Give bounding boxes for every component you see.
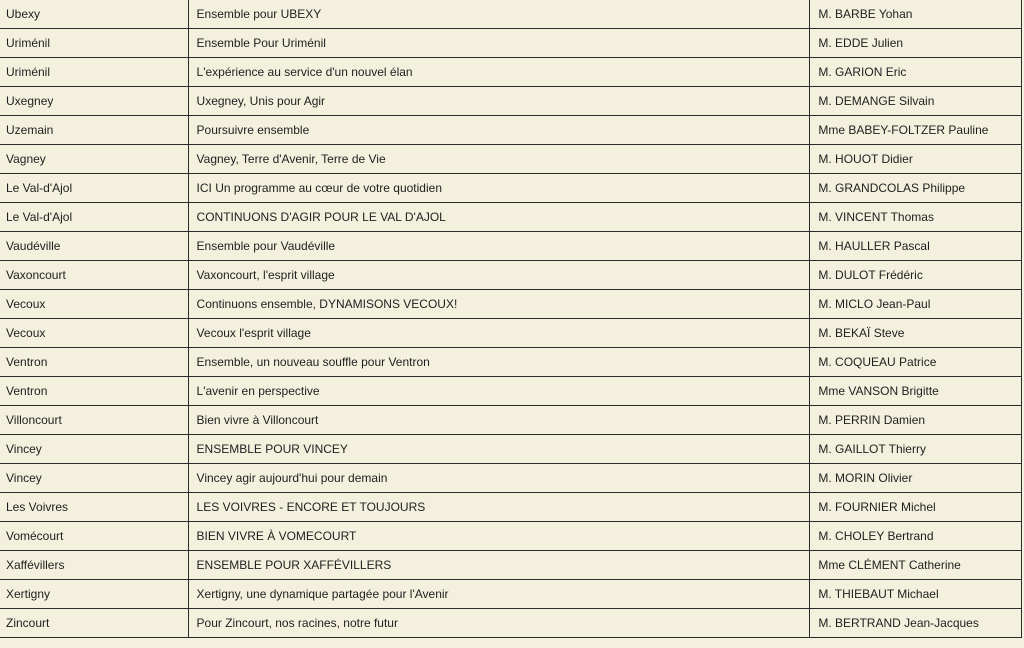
commune-cell: Vaxoncourt [0,261,188,290]
list-name-cell: L'expérience au service d'un nouvel élan [188,58,810,87]
table-row [0,174,1022,203]
commune-cell: Xertigny [0,580,188,609]
commune-cell: Uriménil [0,58,188,87]
table-row [0,609,1022,638]
head-of-list-cell: M. GRANDCOLAS Philippe [810,174,1022,203]
commune-cell: Vomécourt [0,522,188,551]
table-row [0,58,1022,87]
list-name-cell: Bien vivre à Villoncourt [188,406,810,435]
commune-cell: Vaudéville [0,232,188,261]
head-of-list-cell: M. PERRIN Damien [810,406,1022,435]
commune-cell: Le Val-d'Ajol [0,174,188,203]
commune-cell: Uriménil [0,29,188,58]
commune-cell: Le Val-d'Ajol [0,203,188,232]
head-of-list-cell: M. DULOT Frédéric [810,261,1022,290]
table-row [0,29,1022,58]
table-row [0,580,1022,609]
head-of-list-cell: M. VINCENT Thomas [810,203,1022,232]
list-name-cell: Vaxoncourt, l'esprit village [188,261,810,290]
list-name-cell: Ensemble pour UBEXY [188,0,810,29]
head-of-list-cell: Mme CLÉMENT Catherine [810,551,1022,580]
head-of-list-cell: M. BERTRAND Jean-Jacques [810,609,1022,638]
list-name-cell: CONTINUONS D'AGIR POUR LE VAL D'AJOL [188,203,810,232]
list-name-cell: Ensemble Pour Uriménil [188,29,810,58]
list-name-cell: LES VOIVRES - ENCORE ET TOUJOURS [188,493,810,522]
table-row [0,551,1022,580]
commune-cell: Vecoux [0,290,188,319]
list-name-cell: ICI Un programme au cœur de votre quotidien [188,174,810,203]
list-name-cell: Vincey agir aujourd'hui pour demain [188,464,810,493]
table-row [0,290,1022,319]
head-of-list-cell: M. COQUEAU Patrice [810,348,1022,377]
commune-cell: Vecoux [0,319,188,348]
commune-cell: Vincey [0,464,188,493]
list-name-cell: Xertigny, une dynamique partagée pour l'Avenir [188,580,810,609]
head-of-list-cell: Mme BABEY-FOLTZER Pauline [810,116,1022,145]
table-row [0,232,1022,261]
table-row [0,261,1022,290]
table-row [0,203,1022,232]
commune-cell: Vincey [0,435,188,464]
head-of-list-cell: M. CHOLEY Bertrand [810,522,1022,551]
head-of-list-cell: M. MICLO Jean-Paul [810,290,1022,319]
head-of-list-cell: M. GARION Eric [810,58,1022,87]
table-row [0,464,1022,493]
table-row [0,116,1022,145]
list-name-cell: ENSEMBLE POUR XAFFÉVILLERS [188,551,810,580]
table-row [0,522,1022,551]
head-of-list-cell: M. BARBE Yohan [810,0,1022,29]
commune-cell: Ventron [0,377,188,406]
list-name-cell: Ensemble pour Vaudéville [188,232,810,261]
table-row [0,435,1022,464]
table-row [0,348,1022,377]
commune-cell: Uzemain [0,116,188,145]
head-of-list-cell: M. DEMANGE Silvain [810,87,1022,116]
commune-cell: Les Voivres [0,493,188,522]
commune-cell: Vagney [0,145,188,174]
table-row [0,319,1022,348]
head-of-list-cell: M. HOUOT Didier [810,145,1022,174]
head-of-list-cell: M. GAILLOT Thierry [810,435,1022,464]
list-name-cell: Vagney, Terre d'Avenir, Terre de Vie [188,145,810,174]
list-name-cell: ENSEMBLE POUR VINCEY [188,435,810,464]
head-of-list-cell: M. THIEBAUT Michael [810,580,1022,609]
list-name-cell: Ensemble, un nouveau souffle pour Ventron [188,348,810,377]
list-name-cell: Vecoux l'esprit village [188,319,810,348]
head-of-list-cell: M. MORIN Olivier [810,464,1022,493]
list-name-cell: L'avenir en perspective [188,377,810,406]
commune-cell: Uxegney [0,87,188,116]
table-row [0,493,1022,522]
head-of-list-cell: M. BEKAÏ Steve [810,319,1022,348]
head-of-list-cell: M. EDDE Julien [810,29,1022,58]
table-row [0,145,1022,174]
list-name-cell: Uxegney, Unis pour Agir [188,87,810,116]
list-name-cell: Continuons ensemble, DYNAMISONS VECOUX! [188,290,810,319]
head-of-list-cell: Mme VANSON Brigitte [810,377,1022,406]
commune-cell: Villoncourt [0,406,188,435]
table-row [0,0,1022,29]
head-of-list-cell: M. HAULLER Pascal [810,232,1022,261]
commune-cell: Zincourt [0,609,188,638]
commune-cell: Xaffévillers [0,551,188,580]
table-row [0,377,1022,406]
commune-cell: Ventron [0,348,188,377]
list-name-cell: BIEN VIVRE À VOMECOURT [188,522,810,551]
commune-cell: Ubexy [0,0,188,29]
head-of-list-cell: M. FOURNIER Michel [810,493,1022,522]
table-row [0,87,1022,116]
list-name-cell: Pour Zincourt, nos racines, notre futur [188,609,810,638]
list-name-cell: Poursuivre ensemble [188,116,810,145]
table-row [0,406,1022,435]
